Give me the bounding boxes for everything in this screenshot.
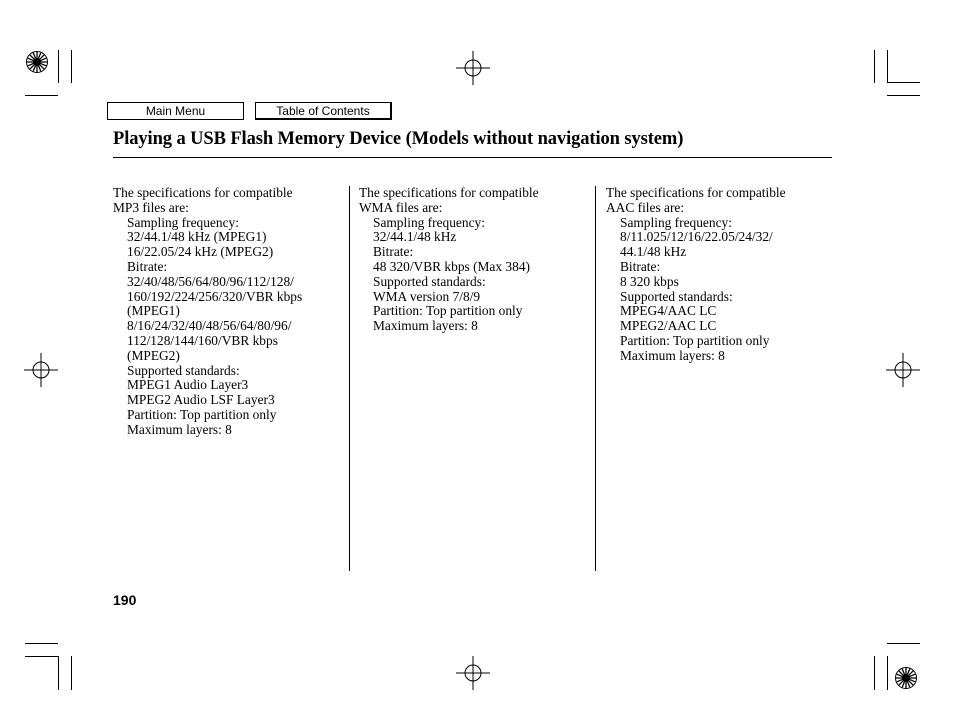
spec-line: Maximum layers: 8 <box>620 347 725 363</box>
column-divider <box>595 186 596 571</box>
spec-line: 32/40/48/56/64/80/96/112/128/ <box>127 273 294 289</box>
spec-line: MPEG2 Audio LSF Layer3 <box>127 392 275 408</box>
crosshair-mark-icon <box>456 656 490 690</box>
spec-line: 16/22.05/24 kHz (MPEG2) <box>127 244 274 260</box>
crop-line <box>71 656 72 690</box>
main-menu-button[interactable]: Main Menu <box>107 102 244 120</box>
spec-line: 8/16/24/32/40/48/56/64/80/96/ <box>127 318 292 334</box>
spec-line: (MPEG1) <box>127 303 180 319</box>
spec-line: Sampling frequency: <box>373 214 485 230</box>
mp3-specs-column <box>113 186 343 438</box>
crosshair-mark-icon <box>24 353 58 387</box>
crop-line <box>874 656 875 690</box>
crop-line <box>58 50 59 83</box>
spec-line: Supported standards: <box>620 288 733 304</box>
crop-line <box>25 643 58 644</box>
spec-line: MP3 files are: <box>113 199 189 215</box>
spec-line: WMA files are: <box>359 199 443 215</box>
spec-line: 44.1/48 kHz <box>620 244 687 260</box>
spec-line: Bitrate: <box>373 244 414 260</box>
spec-line: Maximum layers: 8 <box>373 318 478 334</box>
registration-target-icon <box>894 666 918 690</box>
spec-line: 112/128/144/160/VBR kbps <box>127 332 278 348</box>
crop-line <box>25 656 58 657</box>
crop-line <box>887 643 920 644</box>
crop-line <box>874 50 875 83</box>
crop-line <box>25 95 58 96</box>
wma-specs-column <box>359 186 589 334</box>
spec-line: 160/192/224/256/320/VBR kbps <box>127 288 303 304</box>
spec-line: 32/44.1/48 kHz <box>373 229 457 245</box>
spec-line: WMA version 7/8/9 <box>373 288 481 304</box>
spec-line: (MPEG2) <box>127 347 180 363</box>
page-title: Playing a USB Flash Memory Device (Models without navigation system) <box>113 129 684 149</box>
spec-line: MPEG4/AAC LC <box>620 303 717 319</box>
crosshair-mark-icon <box>886 353 920 387</box>
spec-line: Bitrate: <box>620 258 661 274</box>
spec-line: Sampling frequency: <box>620 214 732 230</box>
page-number: 190 <box>113 592 137 608</box>
spec-line: 48 320/VBR kbps (Max 384) <box>373 258 530 274</box>
spec-line: MPEG1 Audio Layer3 <box>127 377 249 393</box>
spec-line: The specifications for compatible <box>359 185 539 200</box>
spec-line: Maximum layers: 8 <box>127 421 232 437</box>
spec-line: AAC files are: <box>606 199 685 215</box>
column-divider <box>349 186 350 571</box>
spec-line: Sampling frequency: <box>127 214 239 230</box>
spec-line: 8/11.025/12/16/22.05/24/32/ <box>620 229 773 245</box>
spec-line: 32/44.1/48 kHz (MPEG1) <box>127 229 267 245</box>
crop-line <box>887 95 920 96</box>
spec-line: Supported standards: <box>373 273 486 289</box>
spec-line: 8 320 kbps <box>620 273 679 289</box>
crop-line <box>887 656 888 690</box>
spec-line: Supported standards: <box>127 362 240 378</box>
spec-line: Partition: Top partition only <box>127 406 277 422</box>
aac-specs-column <box>606 186 836 364</box>
crop-line <box>58 656 59 690</box>
spec-line: The specifications for compatible <box>606 185 786 200</box>
spec-line: Partition: Top partition only <box>373 303 523 319</box>
spec-line: The specifications for compatible <box>113 185 293 200</box>
spec-line: Partition: Top partition only <box>620 332 770 348</box>
registration-target-icon <box>25 50 49 74</box>
crop-line <box>887 50 888 83</box>
spec-line: Bitrate: <box>127 258 168 274</box>
title-divider <box>113 157 832 158</box>
spec-line: MPEG2/AAC LC <box>620 318 717 334</box>
table-of-contents-button[interactable]: Table of Contents <box>255 102 392 120</box>
crosshair-mark-icon <box>456 51 490 85</box>
crop-line <box>71 50 72 83</box>
crop-line <box>887 82 920 83</box>
